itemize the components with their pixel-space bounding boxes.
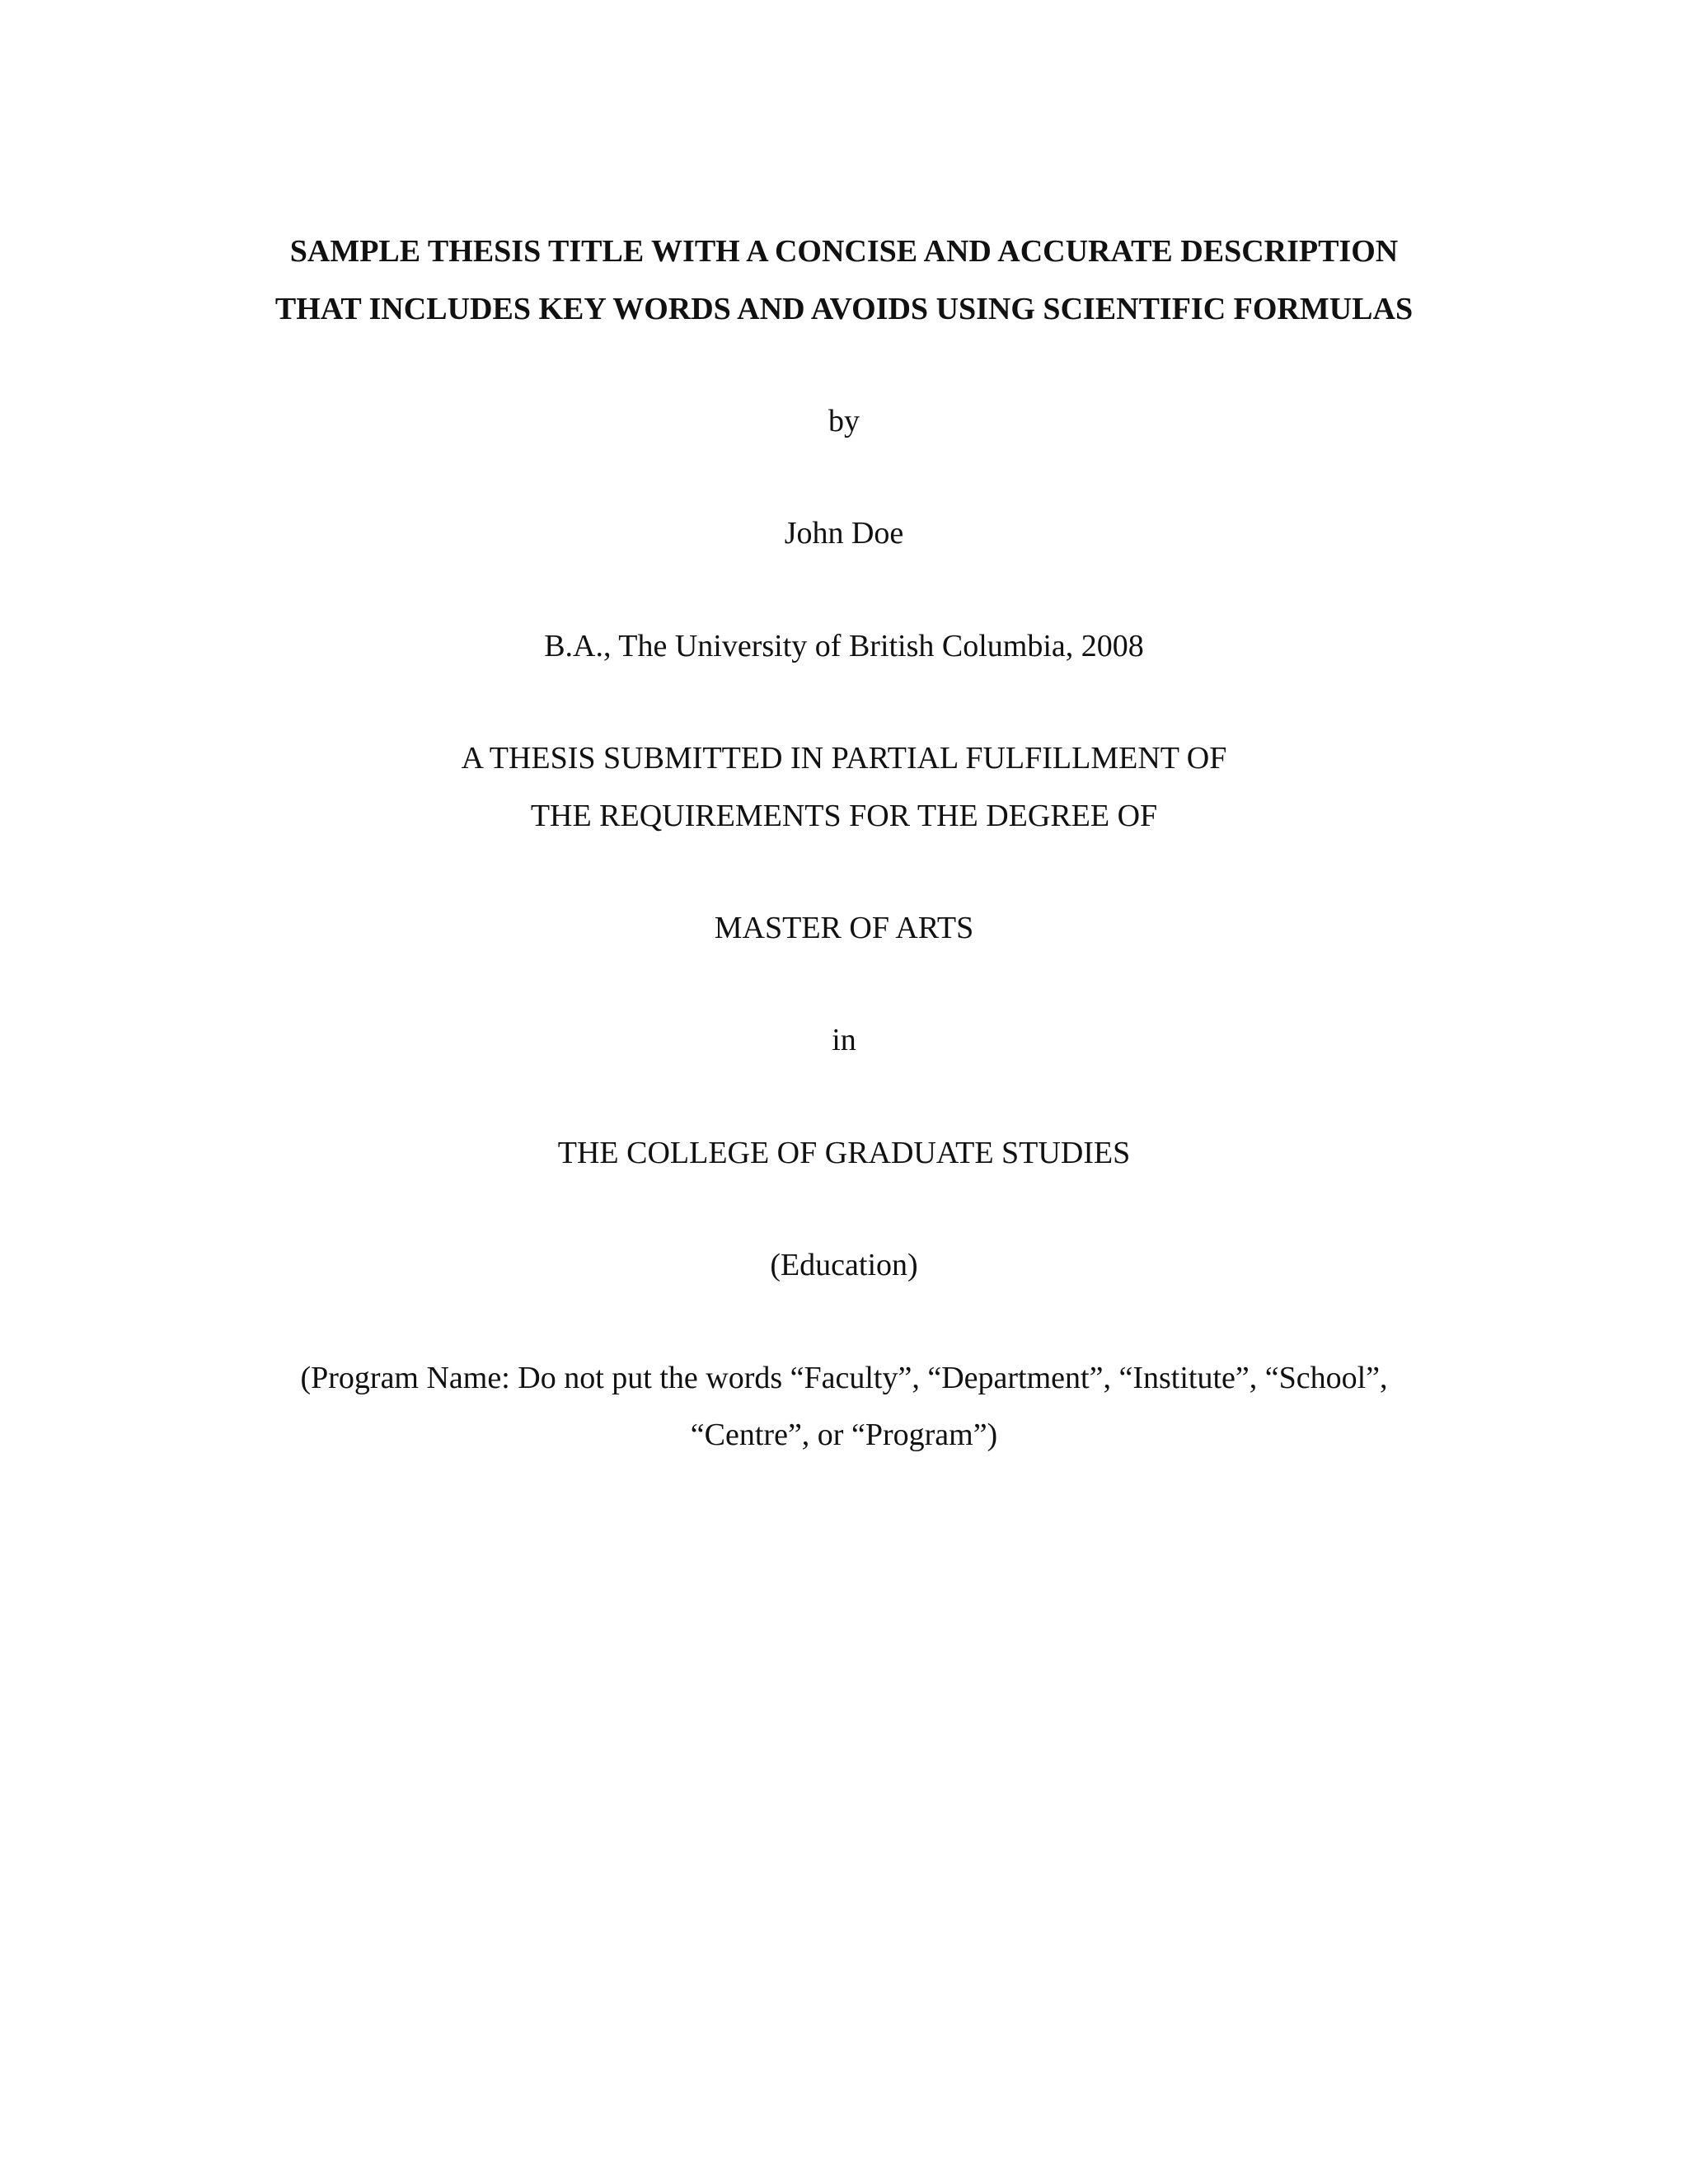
- by-label: by: [828, 404, 860, 438]
- thesis-title-line-1: SAMPLE THESIS TITLE WITH A CONCISE AND ACCURATE DESCRIPTION: [289, 234, 1399, 269]
- program-note-line-1: (Program Name: Do not put the words “Faculty”, “Department”, “Institute”, “School”,: [300, 1361, 1388, 1395]
- degree-name: MASTER OF ARTS: [714, 911, 974, 945]
- college-name: THE COLLEGE OF GRADUATE STUDIES: [557, 1136, 1131, 1170]
- thesis-title-line-2: THAT INCLUDES KEY WORDS AND AVOIDS USING SCIENTIFIC FORMULAS: [274, 292, 1414, 326]
- previous-degree: B.A., The University of British Columbia, 2008: [544, 629, 1144, 663]
- discipline-name: (Education): [770, 1248, 918, 1282]
- author-name: John Doe: [784, 516, 904, 551]
- submission-statement-line-2: THE REQUIREMENTS FOR THE DEGREE OF: [530, 799, 1158, 833]
- in-label: in: [832, 1023, 856, 1057]
- submission-statement-line-1: A THESIS SUBMITTED IN PARTIAL FULFILLMENT OF: [461, 741, 1227, 776]
- program-note-line-2: “Centre”, or “Program”): [690, 1418, 998, 1452]
